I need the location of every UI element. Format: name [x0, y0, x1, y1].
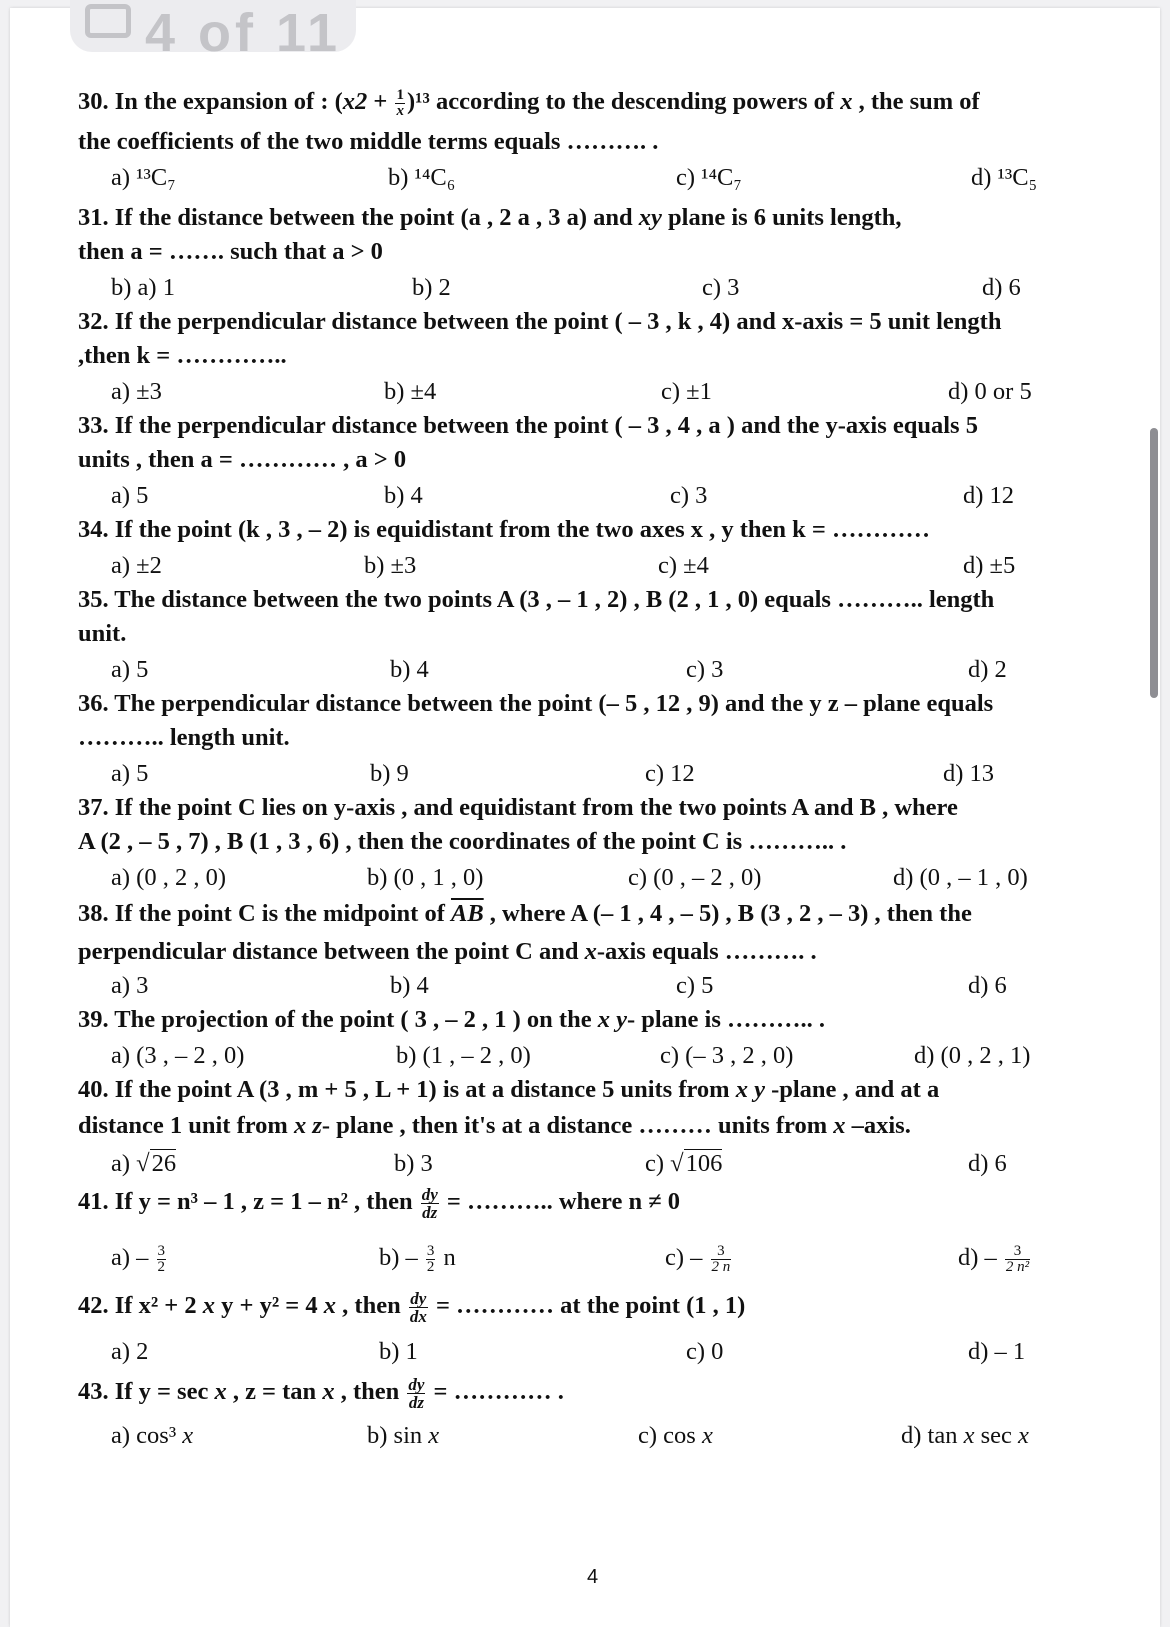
q35-option-a[interactable]: a) 5	[111, 656, 149, 683]
q31-option-d[interactable]: d) 6	[982, 274, 1021, 301]
q40-option-d[interactable]: d) 6	[968, 1150, 1007, 1177]
q41-option-d[interactable]: d) – $\frac{3}{\text{2 n²}}$	[958, 1243, 1030, 1275]
q34-option-c[interactable]: c) ±4	[658, 552, 709, 579]
q39-option-d[interactable]: d) (0 , 2 , 1)	[914, 1042, 1031, 1069]
q38-option-d[interactable]: d) 6	[968, 972, 1007, 999]
q40-line1: 40. If the point A (3 , m + 5 , L + 1) is at a distance 5 units from x y -plane , and at a	[78, 1076, 940, 1103]
q43-option-c[interactable]: c) cos x	[638, 1422, 713, 1449]
q41-option-b[interactable]: b) – $\frac{3}{2}$ n	[379, 1243, 456, 1275]
q41-option-a[interactable]: a) – $\frac{3}{2}$	[111, 1243, 166, 1275]
q36-option-b[interactable]: b) 9	[370, 760, 409, 787]
q35-option-c[interactable]: c) 3	[686, 656, 724, 683]
q30-option-c[interactable]: c) ¹⁴C₇	[676, 164, 742, 191]
q37-line1: 37. If the point C lies on y-axis , and equidistant from the two points A and B , where	[78, 794, 958, 821]
q42-option-c[interactable]: c) 0	[686, 1338, 724, 1365]
q34-option-a[interactable]: a) ±2	[111, 552, 162, 579]
q32-option-a[interactable]: a) ±3	[111, 378, 162, 405]
q36-line2: ……….. length unit.	[78, 724, 290, 751]
q30-option-a[interactable]: a) ¹³C₇	[111, 164, 176, 191]
q38-line2: perpendicular distance between the point C and x-axis equals ………. .	[78, 938, 817, 965]
q39-option-a[interactable]: a) (3 , – 2 , 0)	[111, 1042, 245, 1069]
q42-option-b[interactable]: b) 1	[379, 1338, 418, 1365]
q35-line2: unit.	[78, 620, 127, 647]
q42-option-d[interactable]: d) – 1	[968, 1338, 1026, 1365]
q35-option-b[interactable]: b) 4	[390, 656, 429, 683]
q30-line1: 30. In the expansion of : (x2 + $\frac{1}{x}$ )¹³ according to the descending powers of x , the sum of	[78, 87, 980, 119]
q42-line1: 42. If x² + 2 x y + y² = 4 x , then $\frac{dy}{dx}$ = ………… at the point (1 , 1)	[78, 1289, 746, 1326]
q43-option-d[interactable]: d) tan x sec x	[901, 1422, 1029, 1449]
q39-option-b[interactable]: b) (1 , – 2 , 0)	[396, 1042, 531, 1069]
q35-line1: 35. The distance between the two points A (3 , – 1 , 2) , B (2 , 1 , 0) equals ……….. length	[78, 586, 995, 613]
sqrt-symbol: √26	[136, 1150, 177, 1177]
q30-option-b[interactable]: b) ¹⁴C₆	[388, 164, 456, 191]
q30-line2: the coefficients of the two middle terms equals ………. .	[78, 128, 659, 155]
q36-option-c[interactable]: c) 12	[645, 760, 695, 787]
q36-option-a[interactable]: a) 5	[111, 760, 149, 787]
q37-option-c[interactable]: c) (0 , – 2 , 0)	[628, 864, 762, 891]
page-counter-text: 4 of 11	[144, 3, 342, 52]
q31-line1: 31. If the distance between the point (a , 2 a , 3 a) and xy plane is 6 units length,	[78, 204, 902, 231]
q38-option-b[interactable]: b) 4	[390, 972, 429, 999]
q40-option-c[interactable]: c) √106	[645, 1150, 723, 1177]
q37-option-b[interactable]: b) (0 , 1 , 0)	[367, 864, 484, 891]
q33-line2: units , then a = ………… , a > 0	[78, 446, 407, 473]
q43-option-b[interactable]: b) sin x	[367, 1422, 440, 1449]
q34-line1: 34. If the point (k , 3 , – 2) is equidistant from the two axes x , y then k = …………	[78, 516, 930, 543]
q40-line2: distance 1 unit from x z- plane , then it's at a distance ……… units from x –axis.	[78, 1112, 911, 1139]
q37-option-d[interactable]: d) (0 , – 1 , 0)	[893, 864, 1028, 891]
q38-option-a[interactable]: a) 3	[111, 972, 149, 999]
q43-option-a[interactable]: a) cos³ x	[111, 1422, 194, 1449]
page-counter-badge	[70, 0, 356, 52]
q32-option-b[interactable]: b) ±4	[384, 378, 437, 405]
vertical-scrollbar[interactable]	[1150, 428, 1158, 698]
q31-line2: then a = ……. such that a > 0	[78, 238, 383, 265]
sqrt-symbol: √106	[670, 1150, 723, 1177]
q42-derivative: $\frac{dy}{dx}$	[409, 1289, 427, 1326]
q33-line1: 33. If the perpendicular distance between the point ( – 3 , 4 , a ) and the y-axis equals 5	[78, 412, 978, 439]
q37-option-a[interactable]: a) (0 , 2 , 0)	[111, 864, 226, 891]
q34-option-b[interactable]: b) ±3	[364, 552, 417, 579]
q33-option-a[interactable]: a) 5	[111, 482, 149, 509]
q33-option-b[interactable]: b) 4	[384, 482, 423, 509]
q38-option-c[interactable]: c) 5	[676, 972, 714, 999]
q41-line1: 41. If y = n³ – 1 , z = 1 – n² , then $\frac{dy}{dz}$ = ……….. where n ≠ 0	[78, 1185, 681, 1222]
q40-option-b[interactable]: b) 3	[394, 1150, 433, 1177]
q38-line1: 38. If the point C is the midpoint of $\overline{AB}$ , where A (– 1 , 4 , – 5) , B (3 , 2 , – 3) , then the	[78, 900, 972, 927]
q31-option-a[interactable]: b) a) 1	[111, 274, 175, 301]
page-number: 4	[587, 1566, 599, 1588]
q42-option-a[interactable]: a) 2	[111, 1338, 149, 1365]
q35-option-d[interactable]: d) 2	[968, 656, 1007, 683]
q36-option-d[interactable]: d) 13	[943, 760, 995, 787]
q32-line1: 32. If the perpendicular distance between the point ( – 3 , k , 4) and x-axis = 5 unit length	[78, 308, 1002, 335]
q39-option-c[interactable]: c) (– 3 , 2 , 0)	[660, 1042, 794, 1069]
q30-fraction: $\frac{1}{x}$	[396, 87, 404, 119]
q41-derivative: $\frac{dy}{dz}$	[421, 1185, 438, 1222]
q36-line1: 36. The perpendicular distance between the point (– 5 , 12 , 9) and the y z – plane equals	[78, 690, 994, 717]
q43-derivative: $\frac{dy}{dz}$	[408, 1375, 425, 1412]
q43-line1: 43. If y = sec x , z = tan x , then $\frac{dy}{dz}$ = ………… .	[78, 1375, 564, 1412]
q40-option-a[interactable]: a) √26	[111, 1150, 177, 1177]
q39-line1: 39. The projection of the point ( 3 , – 2 , 1 ) on the x y- plane is ……….. .	[78, 1006, 826, 1033]
q32-line2: ,then k = …………..	[78, 342, 287, 369]
q33-option-c[interactable]: c) 3	[670, 482, 708, 509]
q32-option-d[interactable]: d) 0 or 5	[948, 378, 1032, 405]
q31-option-b[interactable]: b) 2	[412, 274, 451, 301]
q31-option-c[interactable]: c) 3	[702, 274, 740, 301]
q33-option-d[interactable]: d) 12	[963, 482, 1015, 509]
q34-option-d[interactable]: d) ±5	[963, 552, 1016, 579]
q30-option-d[interactable]: d) ¹³C₅	[971, 164, 1038, 191]
q37-line2: A (2 , – 5 , 7) , B (1 , 3 , 6) , then the coordinates of the point C is ……….. .	[78, 828, 847, 855]
q32-option-c[interactable]: c) ±1	[661, 378, 712, 405]
q41-option-c[interactable]: c) – $\frac{3}{2 n}$	[665, 1243, 731, 1275]
page-icon	[85, 4, 131, 38]
